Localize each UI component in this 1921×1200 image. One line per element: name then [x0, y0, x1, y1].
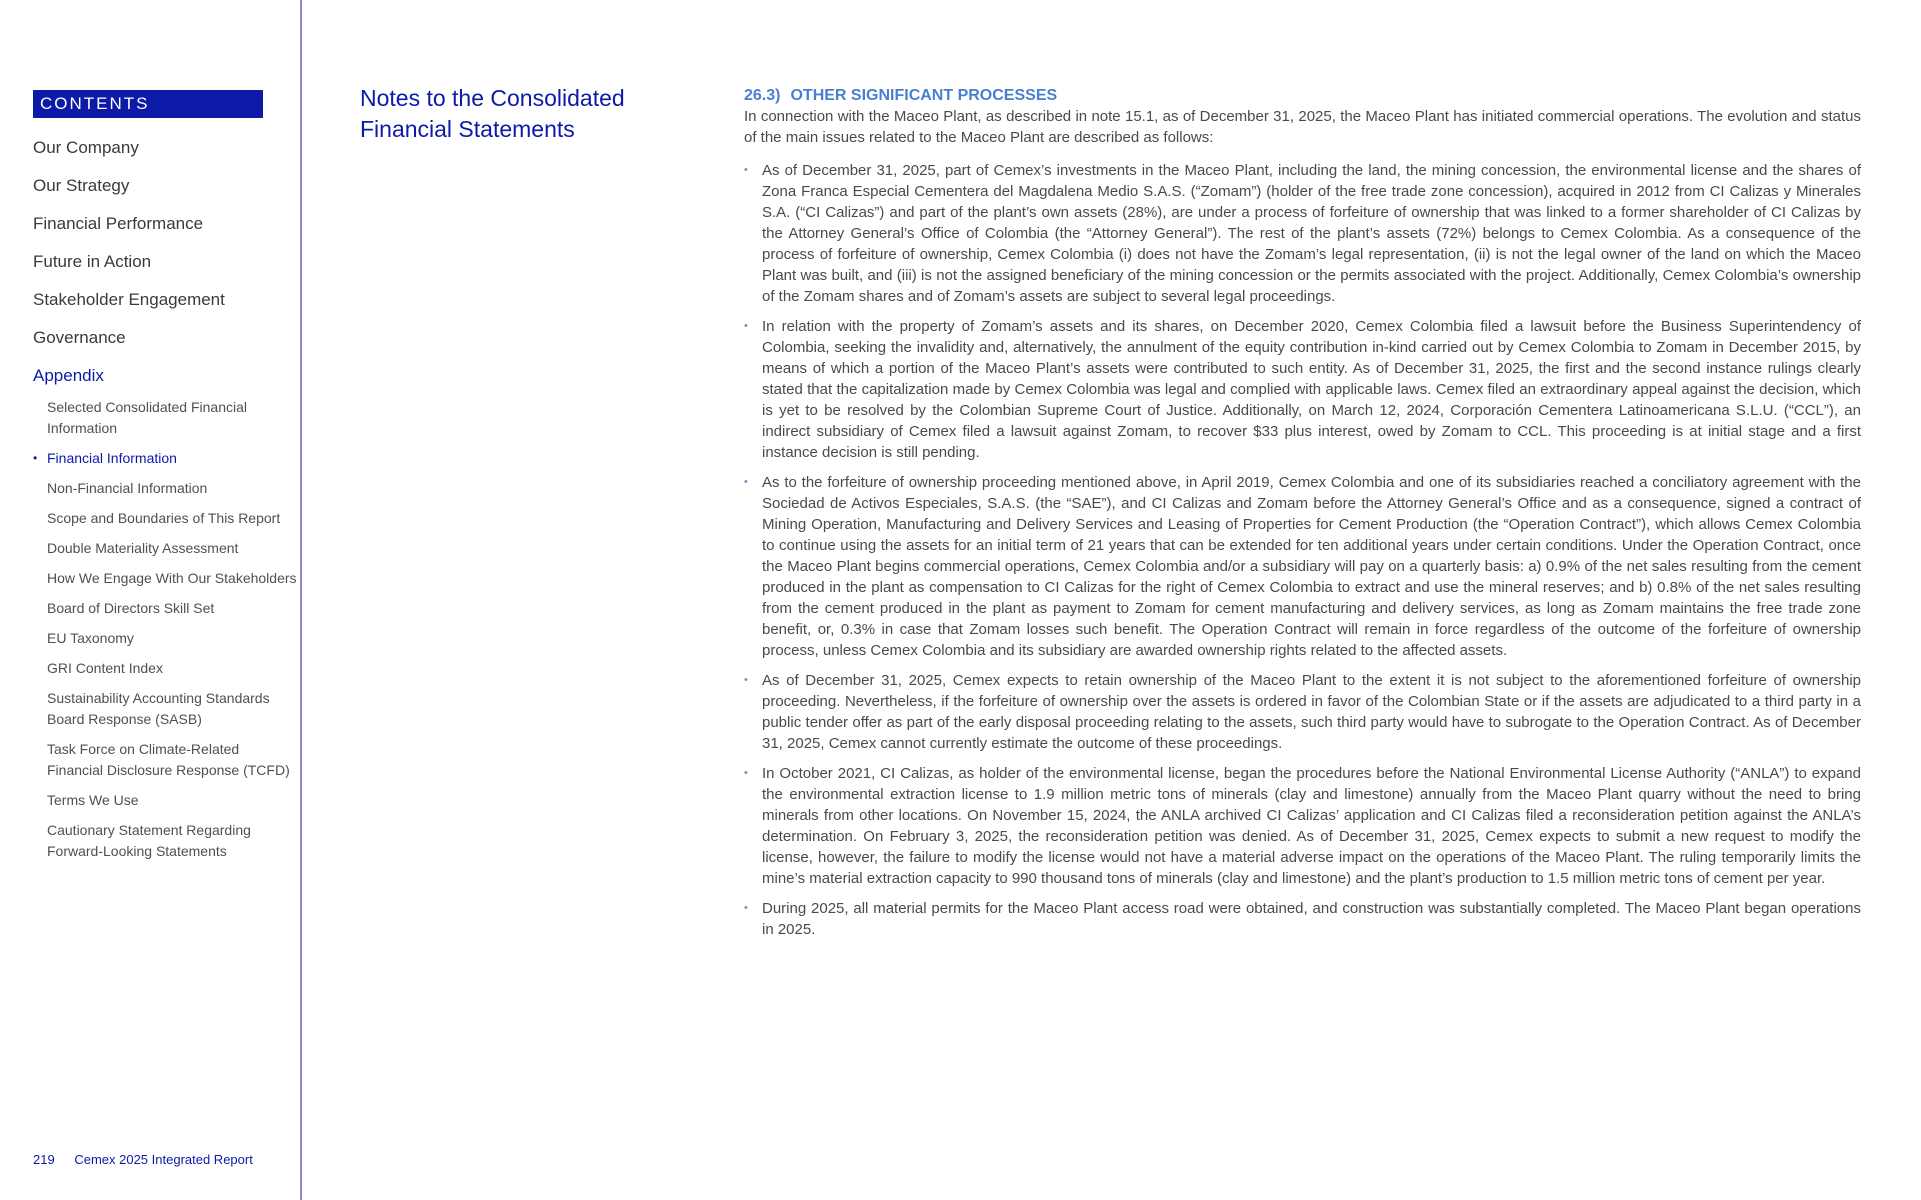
page-number: 219 — [33, 1152, 55, 1167]
subnav-item-eu-taxonomy[interactable]: EU Taxonomy — [47, 630, 134, 646]
list-item-text: As of December 31, 2025, Cemex expects to retain ownership of the Maceo Plant to the extent it is not subject to the aforementioned forfeiture of ownership proceeding. Nevertheless, if the forfeiture of ownership over the assets is ordered in favor of the Colombian State or if the assets are adjudicated to a third party in a public tender offer as part of the early disposal proceeding relating to the assets, such third party would have to subrogate to the Operation Contract. As of December 31, 2025, Cemex cannot currently estimate the outcome of these proceedings. — [762, 672, 1861, 752]
appendix-subnav — [33, 397, 297, 862]
subnav-item-terms-we-use[interactable]: Terms We Use — [47, 792, 139, 808]
bullet-icon: • — [744, 320, 748, 332]
list-item-text: During 2025, all material permits for the Maceo Plant access road were obtained, and construction was substantially completed. The Maceo Plant began operations in 2025. — [762, 900, 1861, 938]
list-item — [744, 898, 1861, 940]
note-number: 26.3) — [744, 87, 781, 104]
bullet-icon: • — [744, 476, 748, 488]
bullet-icon: • — [744, 902, 748, 914]
subnav-item-board-skill-set[interactable]: Board of Directors Skill Set — [47, 600, 215, 616]
list-item-text: In October 2021, CI Calizas, as holder of the environmental license, began the procedures before the National Environmental License Authority (“ANLA”) to expand the environmental extraction license to 1.9 million metric tons of minerals (clay and limestone) annually from the Maceo Plant quarry without the need to bring minerals from other locations. On November 15, 2024, the ANLA archived CI Calizas’ application and CI Calizas filed a reconsideration petition against the ANLA’s determination. On February 3, 2025, the reconsideration petition was denied. As of December 31, 2025, Cemex expects to submit a new request to modify the license, however, the failure to modify the license would not have a material adverse impact on the operations of the Maceo Plant. The ruling temporarily limits the mine’s material extraction capacity to 990 thousand tons of minerals (clay and limestone) and the plant’s production to 1.5 million metric tons of cement per year. — [762, 765, 1861, 887]
list-item-text: As of December 31, 2025, part of Cemex’s investments in the Maceo Plant, including the land, the mining concession, the environmental license and the shares of Zona Franca Especial Cementera del Magdalena Medio S.A.S. (“Zomam”) (holder of the free trade zone concession), acquired in 2012 from CI Calizas y Minerales S.A. (“CI Calizas”) and part of the plant’s own assets (28%), are under a process of forfeiture of ownership that was linked to a former shareholder of CI Calizas by the Attorney General’s Office of Colombia (the “Attorney General”). The rest of the plant’s assets (72%) belongs to Cemex Colombia. As a consequence of the process of forfeiture of ownership, Cemex Colombia (i) does not have the Zomam’s legal representation, (ii) is not the legal owner of the land on which the Maceo Plant was built, and (iii) is not the assigned beneficiary of the mining concession or the permits associated with the project. Additionally, Cemex Colombia’s ownership of the Zomam shares and of Zomam’s assets are subject to several legal proceedings. — [762, 162, 1861, 305]
nav-item-appendix[interactable]: Appendix — [33, 366, 104, 385]
subnav-item-cautionary-statement[interactable]: Cautionary Statement Regarding Forward-Looking Statements — [47, 822, 251, 859]
nav-item-our-strategy[interactable]: Our Strategy — [33, 176, 130, 195]
list-item — [744, 160, 1861, 307]
subnav-item-non-financial-information[interactable]: Non-Financial Information — [47, 480, 208, 496]
subnav-item-gri-content-index[interactable]: GRI Content Index — [47, 660, 163, 676]
subnav-item-scope-and-boundaries[interactable]: Scope and Boundaries of This Report — [47, 510, 281, 526]
list-item — [744, 316, 1861, 463]
nav-item-stakeholder-engagement[interactable]: Stakeholder Engagement — [33, 290, 225, 309]
note-heading — [744, 86, 1861, 106]
nav-menu — [33, 137, 297, 871]
nav-item-financial-performance[interactable]: Financial Performance — [33, 214, 204, 233]
bullet-list — [744, 160, 1861, 940]
list-item-text: In relation with the property of Zomam’s assets and its shares, on December 2020, Cemex Colombia filed a lawsuit before the Business Superintendency of Colombia, seeking the invalidity and, alternatively, the annulment of the equity contribution in-kind carried out by Cemex Colombia to Zomam in December 2015, by means of which a portion of the Maceo Plant’s assets were contributed to such entity. As of December 31, 2025, the first and the second instance rulings clearly stated that the capitalization made by Cemex Colombia was legal and complied with applicable laws. Cemex filed an extraordinary appeal against the decision, which is yet to be resolved by the Colombian Supreme Court of Justice. Additionally, on March 12, 2024, Corporación Cementera Latinoamericana S.L.U. (“CCL”), an indirect subsidiary of Cemex filed a lawsuit against Zomam, to recover $33 plus interest, owed by Zomam to CCL. This proceeding is at initial stage and a first instance decision is still pending. — [762, 318, 1861, 461]
nav-item-our-company[interactable]: Our Company — [33, 138, 139, 157]
subnav-item-tcfd[interactable]: Task Force on Climate-Related Financial Disclosure Response (TCFD) — [47, 741, 290, 778]
list-item — [744, 670, 1861, 754]
subnav-item-financial-information[interactable] — [33, 448, 297, 469]
list-item — [744, 472, 1861, 661]
subnav-item-selected-financial-info[interactable]: Selected Consolidated Financial Information — [47, 399, 248, 436]
report-title: Cemex 2025 Integrated Report — [74, 1152, 253, 1167]
nav-item-governance[interactable]: Governance — [33, 328, 126, 347]
subnav-item-sasb[interactable]: Sustainability Accounting Standards Board Response (SASB) — [47, 690, 270, 727]
page-footer — [33, 1152, 253, 1167]
list-item — [744, 763, 1861, 889]
note-title: OTHER SIGNIFICANT PROCESSES — [790, 87, 1058, 104]
subnav-item-label: Financial Information — [47, 450, 177, 466]
subnav-item-double-materiality[interactable]: Double Materiality Assessment — [47, 540, 239, 556]
section-title: Notes to the Consolidated Financial Statements — [360, 85, 625, 142]
bullet-icon: • — [744, 164, 748, 176]
sidebar — [0, 0, 302, 1200]
list-item-text: As to the forfeiture of ownership proceeding mentioned above, in April 2019, Cemex Colombia and one of its subsidiaries reached a conciliatory agreement with the Sociedad de Activos Especiales, S.A.S. (the “SAE”), and CI Calizas and Zomam before the Attorney General’s Office and as a consequence, signed a contract of Mining Operation, Manufacturing and Delivery Services and Leasing of Properties for Cement Production (the “Operation Contract”), which allows Cemex Colombia to continue using the assets for an initial term of 21 years that can be extended for ten additional years under certain conditions. Under the Operation Contract, once the Maceo Plant begins commercial operations, Cemex Colombia and/or a subsidiary will pay on a quarterly basis: a) 0.9% of the net sales resulting from the cement produced in the plant as compensation to CI Calizas for the right of Cemex Colombia to extract and use the mineral reserves; and b) 0.8% of the net sales resulting from the cement produced in the plant as payment to Zomam for cement manufacturing and delivery services, as long as Zomam maintains the free trade zone benefit, or, 0.3% in case that Zomam losses such benefit. The Operation Contract will remain in force regardless of the outcome of the forfeiture of ownership process, unless Cemex Colombia and its subsidiary are awarded ownership rights related to the affected assets. — [762, 474, 1861, 659]
subnav-item-how-we-engage[interactable]: How We Engage With Our Stakeholders — [47, 570, 297, 586]
main-content — [744, 86, 1861, 949]
active-bullet-icon: • — [33, 451, 38, 465]
contents-label[interactable]: CONTENTS — [33, 90, 263, 118]
bullet-icon: • — [744, 674, 748, 686]
intro-paragraph: In connection with the Maceo Plant, as described in note 15.1, as of December 31, 2025, the Maceo Plant has initiated commercial operations. The evolution and status of the main issues related to the Maceo Plant are described as follows: — [744, 108, 1861, 146]
nav-item-future-in-action[interactable]: Future in Action — [33, 252, 152, 271]
bullet-icon: • — [744, 767, 748, 779]
